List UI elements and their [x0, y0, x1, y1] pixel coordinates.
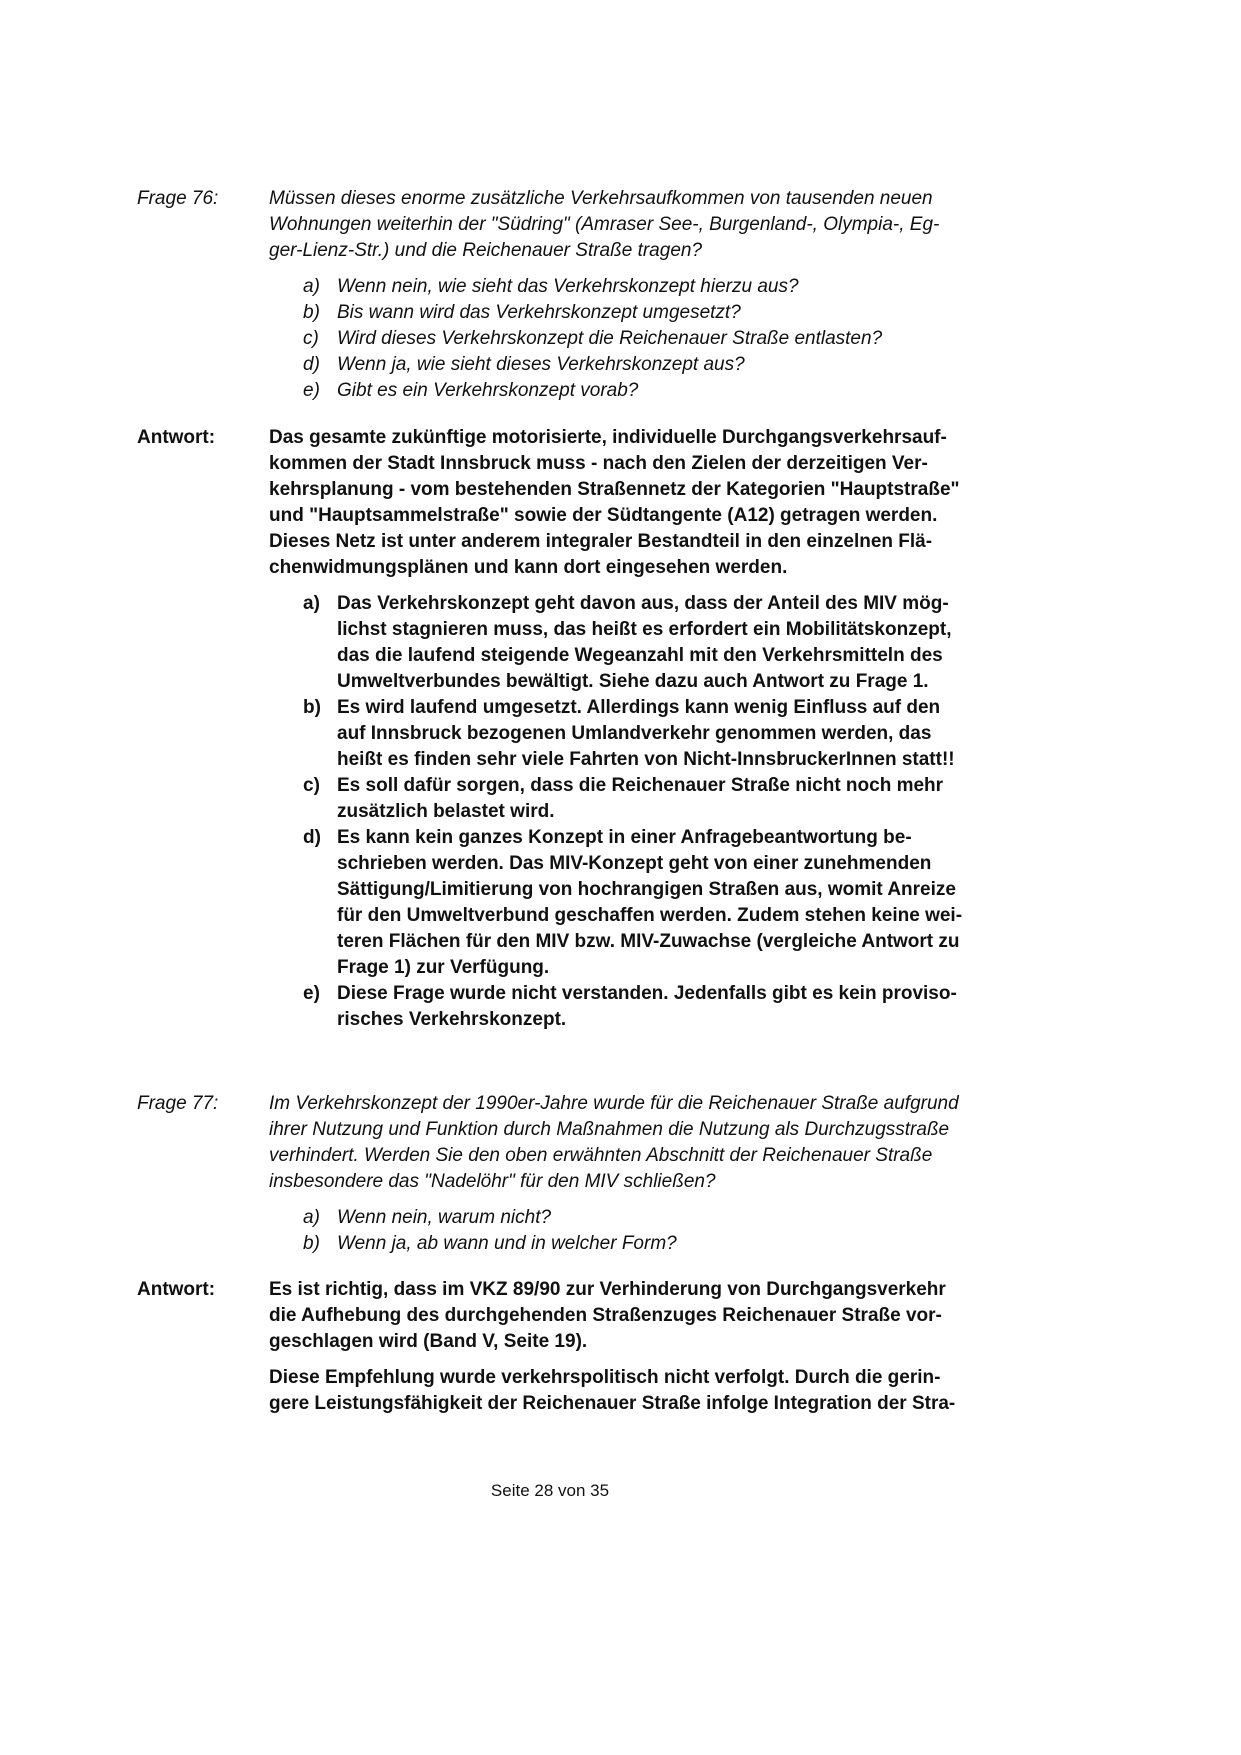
text-line: kommen der Stadt Innsbruck muss - nach den Zielen der derzeitigen Ver-	[269, 453, 928, 474]
list-text: Wird dieses Verkehrskonzept die Reichenauer Straße entlasten?	[337, 328, 883, 349]
text-line: ger-Lienz-Str.) und die Reichenauer Straße tragen?	[269, 240, 703, 261]
answer-paragraph	[269, 1277, 1017, 1355]
list-text: Wenn ja, wie sieht dieses Verkehrskonzept aus?	[337, 354, 745, 375]
list-item	[303, 773, 1017, 825]
list-item	[303, 1205, 1017, 1231]
question-label: Frage 76:	[137, 188, 219, 209]
text-line: für den Umweltverbund geschaffen werden. Zudem stehen keine wei-	[337, 905, 963, 926]
list-text	[337, 825, 1017, 981]
list-text: Wenn nein, warum nicht?	[337, 1207, 552, 1228]
question-77	[137, 1091, 1027, 1257]
text-line: zusätzlich belastet wird.	[337, 801, 555, 822]
list-marker: a)	[303, 1207, 320, 1228]
list-item	[303, 981, 1017, 1033]
list-marker: a)	[303, 593, 320, 614]
text-line: Es wird laufend umgesetzt. Allerdings kann wenig Einfluss auf den	[337, 697, 941, 718]
text-line: gere Leistungsfähigkeit der Reichenauer Straße infolge Integration der Stra-	[269, 1393, 956, 1414]
text-line: Frage 1) zur Verfügung.	[337, 957, 550, 978]
answer-sublist	[269, 591, 1017, 1033]
list-marker: c)	[303, 328, 319, 349]
list-text	[337, 695, 1017, 773]
list-text: Wenn nein, wie sieht das Verkehrskonzept hierzu aus?	[337, 276, 799, 297]
list-marker: b)	[303, 302, 320, 323]
list-text: Bis wann wird das Verkehrskonzept umgesetzt?	[337, 302, 741, 323]
list-item	[303, 1231, 1017, 1257]
text-line: Sättigung/Limitierung von hochrangigen Straßen aus, womit Anreize	[337, 879, 956, 900]
list-item	[303, 300, 1017, 326]
text-line: insbesondere das "Nadelöhr" für den MIV schließen?	[269, 1171, 716, 1192]
list-text: Wenn ja, ab wann und in welcher Form?	[337, 1233, 677, 1254]
list-marker: b)	[303, 1233, 320, 1254]
text-line: Es ist richtig, dass im VKZ 89/90 zur Verhinderung von Durchgangsverkehr	[269, 1279, 946, 1300]
text-line: auf Innsbruck bezogenen Umlandverkehr genommen werden, das	[337, 723, 932, 744]
text-line: ihrer Nutzung und Funktion durch Maßnahmen die Nutzung als Durchzugsstraße	[269, 1119, 950, 1140]
list-item	[303, 352, 1017, 378]
question-text	[269, 186, 1017, 404]
list-marker: d)	[303, 827, 321, 848]
text-line: Diese Frage wurde nicht verstanden. Jedenfalls gibt es kein proviso-	[337, 983, 957, 1004]
list-marker: c)	[303, 775, 320, 796]
list-item	[303, 378, 1017, 404]
page-footer: Seite 28 von 35	[490, 1481, 610, 1500]
text-line: die Aufhebung des durchgehenden Straßenzuges Reichenauer Straße vor-	[269, 1305, 942, 1326]
question-label: Frage 77:	[137, 1093, 219, 1114]
answer-76	[137, 425, 1027, 1033]
list-marker: b)	[303, 697, 321, 718]
list-item	[303, 274, 1017, 300]
text-line: teren Flächen für den MIV bzw. MIV-Zuwachse (vergleiche Antwort zu	[337, 931, 960, 952]
list-marker: e)	[303, 983, 320, 1004]
text-line: verhindert. Werden Sie den oben erwähnten Abschnitt der Reichenauer Straße	[269, 1145, 933, 1166]
list-item	[303, 695, 1017, 773]
text-line: Das Verkehrskonzept geht davon aus, dass der Anteil des MIV mög-	[337, 593, 949, 614]
list-text	[337, 981, 1017, 1033]
text-line: Dieses Netz ist unter anderem integraler Bestandteil in den einzelnen Flä-	[269, 531, 933, 552]
text-line: heißt es finden sehr viele Fahrten von Nicht-InnsbruckerInnen statt!!	[337, 749, 955, 770]
text-line: Es soll dafür sorgen, dass die Reichenauer Straße nicht noch mehr	[337, 775, 944, 796]
list-marker: a)	[303, 276, 320, 297]
list-text	[337, 591, 1017, 695]
text-line: kehrsplanung - vom bestehenden Straßennetz der Kategorien "Hauptstraße"	[269, 479, 960, 500]
list-marker: e)	[303, 380, 320, 401]
answer-label: Antwort:	[137, 427, 216, 448]
answer-paragraph	[269, 1365, 1017, 1417]
text-line: und "Hauptsammelstraße" sowie der Südtangente (A12) getragen werden.	[269, 505, 938, 526]
text-line: chenwidmungsplänen und kann dort eingesehen werden.	[269, 557, 788, 578]
text-line: geschlagen wird (Band V, Seite 19).	[269, 1331, 588, 1352]
answer-label: Antwort:	[137, 1279, 216, 1300]
text-line: das die laufend steigende Wegeanzahl mit den Verkehrsmitteln des	[337, 645, 943, 666]
answer-77	[137, 1277, 1027, 1417]
text-line: Umweltverbundes bewältigt. Siehe dazu auch Antwort zu Frage 1.	[337, 671, 929, 692]
text-line: Diese Empfehlung wurde verkehrspolitisch nicht verfolgt. Durch die gerin-	[269, 1367, 941, 1388]
answer-text	[269, 1277, 1017, 1417]
list-text	[337, 773, 1017, 825]
text-line: Das gesamte zukünftige motorisierte, individuelle Durchgangsverkehrsauf-	[269, 427, 947, 448]
list-text: Gibt es ein Verkehrskonzept vorab?	[337, 380, 639, 401]
text-line: Es kann kein ganzes Konzept in einer Anfragebeantwortung be-	[337, 827, 912, 848]
question-76	[137, 186, 1027, 404]
question-sublist	[269, 1205, 1017, 1257]
text-line: Müssen dieses enorme zusätzliche Verkehrsaufkommen von tausenden neuen	[269, 188, 933, 209]
list-item	[303, 326, 1017, 352]
text-line: Im Verkehrskonzept der 1990er-Jahre wurde für die Reichenauer Straße aufgrund	[269, 1093, 959, 1114]
text-line: Wohnungen weiterhin der "Südring" (Amraser See-, Burgenland-, Olympia-, Eg-	[269, 214, 940, 235]
question-text	[269, 1091, 1017, 1257]
question-sublist	[269, 274, 1017, 404]
text-line: schrieben werden. Das MIV-Konzept geht von einer zunehmenden	[337, 853, 932, 874]
text-line: risches Verkehrskonzept.	[337, 1009, 567, 1030]
text-line: lichst stagnieren muss, das heißt es erfordert ein Mobilitätskonzept,	[337, 619, 952, 640]
list-item	[303, 591, 1017, 695]
list-marker: d)	[303, 354, 320, 375]
answer-text	[269, 425, 1017, 1033]
list-item	[303, 825, 1017, 981]
